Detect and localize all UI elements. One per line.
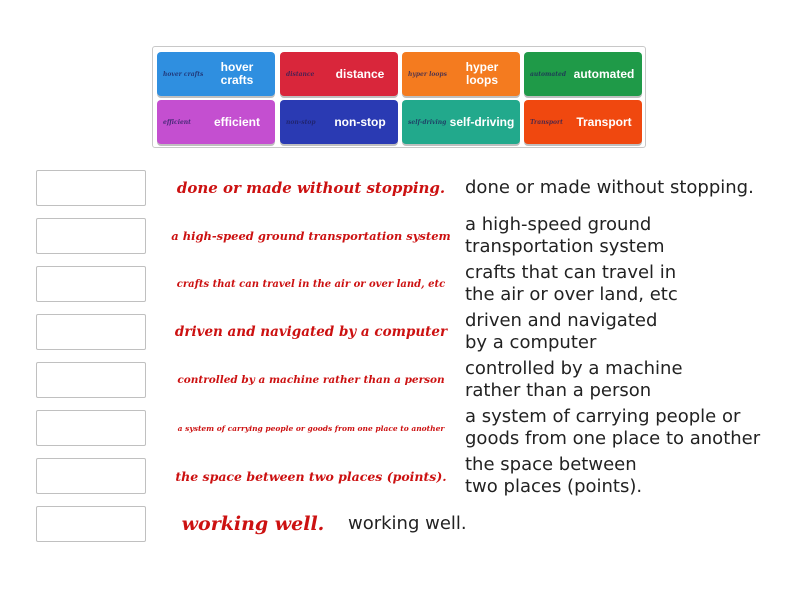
- match-row: [0, 310, 800, 353]
- tile-label: efficient: [213, 114, 260, 129]
- word-bank: [152, 46, 646, 148]
- drop-target[interactable]: [36, 410, 146, 446]
- clue-text: done or made without stopping.: [465, 177, 754, 198]
- drop-target[interactable]: [36, 170, 146, 206]
- drop-target[interactable]: [36, 266, 146, 302]
- match-row: [0, 214, 800, 257]
- clue-image: driven and navigated by a computer: [174, 324, 448, 340]
- drop-target[interactable]: [36, 218, 146, 254]
- clue-text: crafts that can travel in the air or over land, etc: [465, 262, 678, 305]
- tile-image-label: distance: [286, 70, 315, 78]
- drop-target[interactable]: [36, 506, 146, 542]
- clue-text: a high-speed ground transportation system: [465, 214, 665, 257]
- match-row: [0, 358, 800, 401]
- tile-hyper-loops[interactable]: [402, 52, 520, 96]
- clue-image: working well.: [181, 513, 325, 535]
- match-row: [0, 406, 800, 449]
- match-row: [0, 454, 800, 497]
- tile-automated[interactable]: [524, 52, 642, 96]
- tile-label: self-driving: [449, 114, 515, 129]
- drop-target[interactable]: [36, 458, 146, 494]
- tile-image-label: self-driving: [408, 118, 447, 126]
- match-row: [0, 506, 800, 544]
- clue-image: the space between two places (points).: [175, 468, 447, 484]
- tile-hover-crafts[interactable]: [157, 52, 275, 96]
- tile-label: Transport: [576, 114, 632, 129]
- tile-image-label: hover crafts: [163, 70, 204, 78]
- tile-label: hyper loops: [465, 60, 499, 87]
- tile-efficient[interactable]: [157, 100, 275, 144]
- clue-text: the space between two places (points).: [465, 454, 643, 497]
- tile-label: automated: [573, 66, 635, 81]
- clue-image: a high-speed ground transportation system: [171, 229, 451, 243]
- tile-label: hover crafts: [220, 60, 254, 87]
- tile-non-stop[interactable]: [280, 100, 398, 144]
- clue-image: controlled by a machine rather than a person: [177, 374, 445, 386]
- clue-image: done or made without stopping.: [176, 179, 446, 197]
- tile-distance[interactable]: [280, 52, 398, 96]
- clue-image: a system of carrying people or goods from one place to another: [177, 423, 445, 433]
- match-row: [0, 262, 800, 305]
- clue-image: crafts that can travel in the air or over land, etc: [176, 278, 446, 290]
- drop-target[interactable]: [36, 314, 146, 350]
- tile-image-label: hyper loops: [408, 70, 447, 78]
- tile-label: distance: [335, 66, 385, 81]
- tile-image-label: non-stop: [286, 118, 316, 126]
- clue-text: controlled by a machine rather than a person: [465, 358, 683, 401]
- tile-image-label: efficient: [163, 118, 191, 126]
- tile-image-label: automated: [530, 70, 567, 78]
- clue-text: a system of carrying people or goods from one place to another: [465, 406, 761, 449]
- clue-text: working well.: [348, 513, 467, 534]
- tile-label: non-stop: [334, 114, 386, 129]
- tile-transport[interactable]: [524, 100, 642, 144]
- tile-self-driving[interactable]: [402, 100, 520, 144]
- drop-target[interactable]: [36, 362, 146, 398]
- match-row: [0, 170, 800, 208]
- tile-image-label: Transport: [530, 118, 563, 126]
- clue-text: driven and navigated by a computer: [465, 310, 658, 353]
